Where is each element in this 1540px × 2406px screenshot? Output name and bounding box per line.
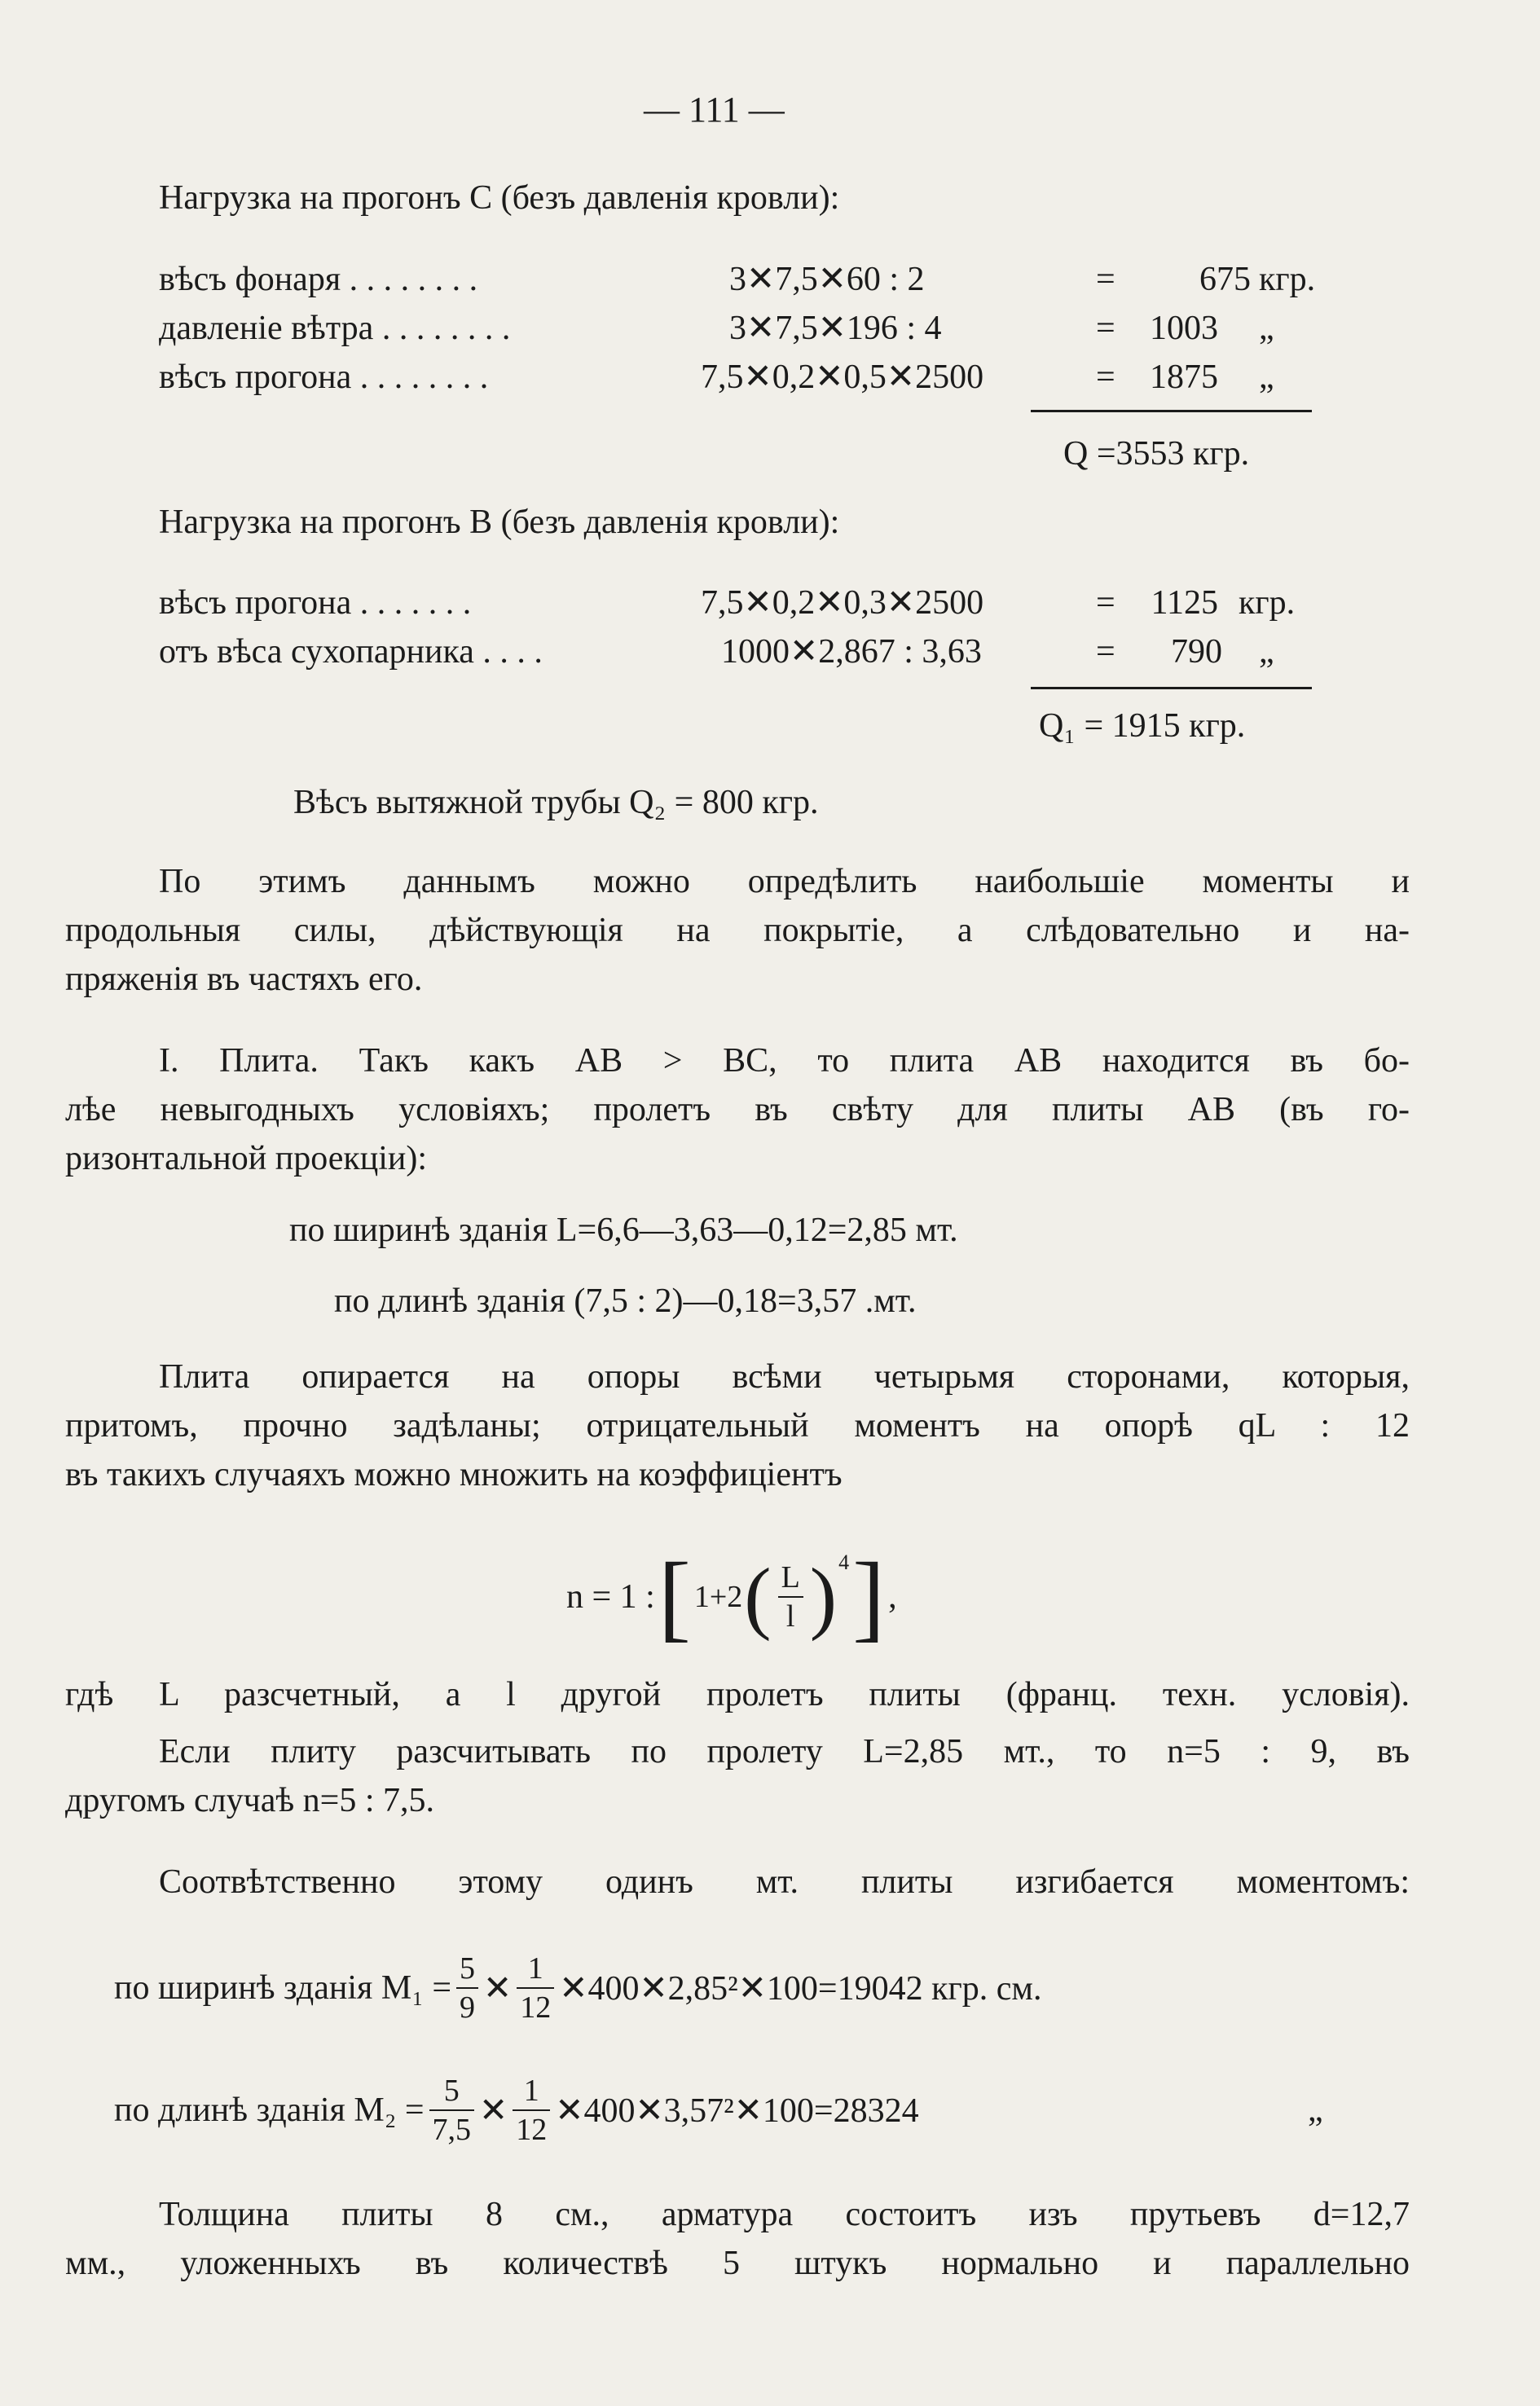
span-width: по ширинѣ зданія L=6,6—3,63—0,12=2,85 мт.: [289, 1212, 958, 1249]
fraction: [517, 1950, 554, 2026]
exponent: 4: [838, 1550, 850, 1574]
paren-open: (: [744, 1551, 772, 1642]
load-c-row-label: давленіе вѣтра . . . . . . . .: [159, 310, 511, 347]
bracket-open: [: [658, 1542, 691, 1651]
load-c-row-formula: 3✕7,5✕60 : 2: [729, 261, 925, 298]
load-b-row-eq: =: [1096, 584, 1115, 622]
formula-prefix: по длинѣ зданія M₂ =: [114, 2092, 425, 2129]
load-b-row-formula: 7,5✕0,2✕0,3✕2500: [701, 584, 984, 622]
formula-term: 1+2: [693, 1580, 743, 1614]
text-line: притомъ, прочно задѣланы; отрицательный моментъ на опорѣ qL : 12: [65, 1407, 1410, 1445]
load-b-row-label: отъ вѣса сухопарника . . . .: [159, 633, 543, 671]
fraction: [456, 1950, 478, 2026]
span-length: по длинѣ зданія (7,5 : 2)—0,18=3,57 .мт.: [334, 1282, 917, 1320]
fraction: [429, 2072, 475, 2149]
load-c-row-unit: „: [1259, 310, 1274, 347]
times-sign: ✕: [479, 2092, 508, 2130]
sum-rule: [1031, 687, 1312, 689]
load-b-total: Q₁ = 1915 кгр.: [1039, 707, 1246, 745]
text-line: I. Плита. Такъ какъ AB > BC, то плита AB находится въ бо-: [159, 1042, 1410, 1080]
text-line: По этимъ даннымъ можно опредѣлить наибольшіе моменты и: [159, 863, 1410, 900]
fraction: [778, 1559, 803, 1635]
text-line: продольныя силы, дѣйствующія на покрытіе, а слѣдовательно и на-: [65, 912, 1410, 949]
text-line: Толщина плиты 8 см., арматура состоитъ изъ прутьевъ d=12,7: [159, 2196, 1410, 2233]
load-c-row-eq: =: [1096, 310, 1115, 347]
text-line: въ такихъ случаяхъ можно множить на коэффиціентъ: [65, 1456, 843, 1493]
text-line: Соотвѣтственно этому одинъ мт. плиты изгибается моментомъ:: [159, 1863, 1410, 1901]
text-line: пряженія въ частяхъ его.: [65, 961, 423, 998]
load-c-row-eq: =: [1096, 261, 1115, 298]
fraction-numerator: 1: [513, 2072, 550, 2111]
load-c-row-eq: =: [1096, 358, 1115, 396]
bracket-close: ]: [852, 1542, 886, 1651]
sum-rule: [1031, 410, 1312, 412]
load-c-row-unit: кгр.: [1259, 261, 1316, 298]
page-number: — 111 —: [644, 90, 785, 130]
load-c-row-formula: 3✕7,5✕196 : 4: [729, 310, 942, 347]
load-c-row-value: 1875: [1150, 358, 1218, 396]
fraction-numerator: 5: [456, 1950, 478, 1989]
load-c-total: Q =3553 кгр.: [1063, 435, 1250, 473]
load-c-row-value: 1003: [1150, 310, 1218, 347]
text-line: мм., уложенныхъ въ количествѣ 5 штукъ нормально и параллельно: [65, 2245, 1410, 2282]
text-line: лѣе невыгодныхъ условіяхъ; пролетъ въ свѣту для плиты AB (въ го-: [65, 1091, 1410, 1128]
formula-tail: ✕400✕2,85²✕100=19042 кгр. см.: [559, 1970, 1042, 2008]
load-c-row-formula: 7,5✕0,2✕0,5✕2500: [701, 358, 984, 396]
load-c-row-unit: „: [1259, 358, 1274, 396]
load-c-heading: Нагрузка на прогонъ С (безъ давленія кровли):: [159, 179, 840, 217]
ditto-mark: „: [1308, 2092, 1323, 2129]
text-line: гдѣ L разсчетный, а l другой пролетъ плиты (франц. техн. условія).: [65, 1676, 1410, 1713]
load-b-row-label: вѣсъ прогона . . . . . . .: [159, 584, 472, 622]
formula-prefix: по ширинѣ зданія M₁ =: [114, 1969, 452, 2007]
text-line: Плита опирается на опоры всѣми четырьмя сторонами, которыя,: [159, 1358, 1410, 1396]
load-b-row-value: 790: [1171, 633, 1222, 671]
load-b-heading: Нагрузка на прогонъ В (безъ давленія кровли):: [159, 504, 840, 541]
text-line: другомъ случаѣ n=5 : 7,5.: [65, 1782, 435, 1819]
load-c-row-label: вѣсъ фонаря . . . . . . . .: [159, 261, 478, 298]
fraction: [513, 2072, 550, 2149]
fraction-denominator: l: [785, 1599, 795, 1634]
fraction-denominator: 7,5: [432, 2113, 472, 2147]
fraction-numerator: 1: [517, 1950, 554, 1989]
pipe-weight: Вѣсъ вытяжной трубы Q₂ = 800 кгр.: [293, 784, 819, 821]
load-b-row-eq: =: [1096, 633, 1115, 671]
load-c-row-label: вѣсъ прогона . . . . . . . .: [159, 358, 489, 396]
formula-lhs: n = 1 :: [566, 1578, 655, 1616]
fraction-denominator: 12: [516, 2113, 548, 2147]
text-line: ризонтальной проекціи):: [65, 1140, 428, 1177]
load-c-row-value: 675: [1199, 261, 1251, 298]
load-b-row-unit: кгр.: [1239, 584, 1296, 622]
coefficient-formula: [566, 1544, 897, 1650]
fraction-numerator: L: [778, 1559, 803, 1598]
fraction-denominator: 12: [520, 1990, 552, 2025]
formula-tail: ,: [888, 1578, 897, 1616]
fraction-denominator: 9: [460, 1990, 476, 2025]
paren-close: ): [809, 1551, 838, 1642]
moment-m1-formula: [114, 1943, 1041, 2033]
fraction-numerator: 5: [429, 2072, 475, 2111]
load-b-row-formula: 1000✕2,867 : 3,63: [721, 633, 982, 671]
formula-tail: ✕400✕3,57²✕100=28324: [555, 2092, 919, 2130]
moment-m2-formula: [114, 2065, 919, 2155]
load-b-row-value: 1125: [1151, 584, 1218, 622]
load-b-row-unit: „: [1259, 633, 1274, 671]
times-sign: ✕: [483, 1970, 513, 2008]
text-line: Если плиту разсчитывать по пролету L=2,85 мт., то n=5 : 9, въ: [159, 1733, 1410, 1770]
